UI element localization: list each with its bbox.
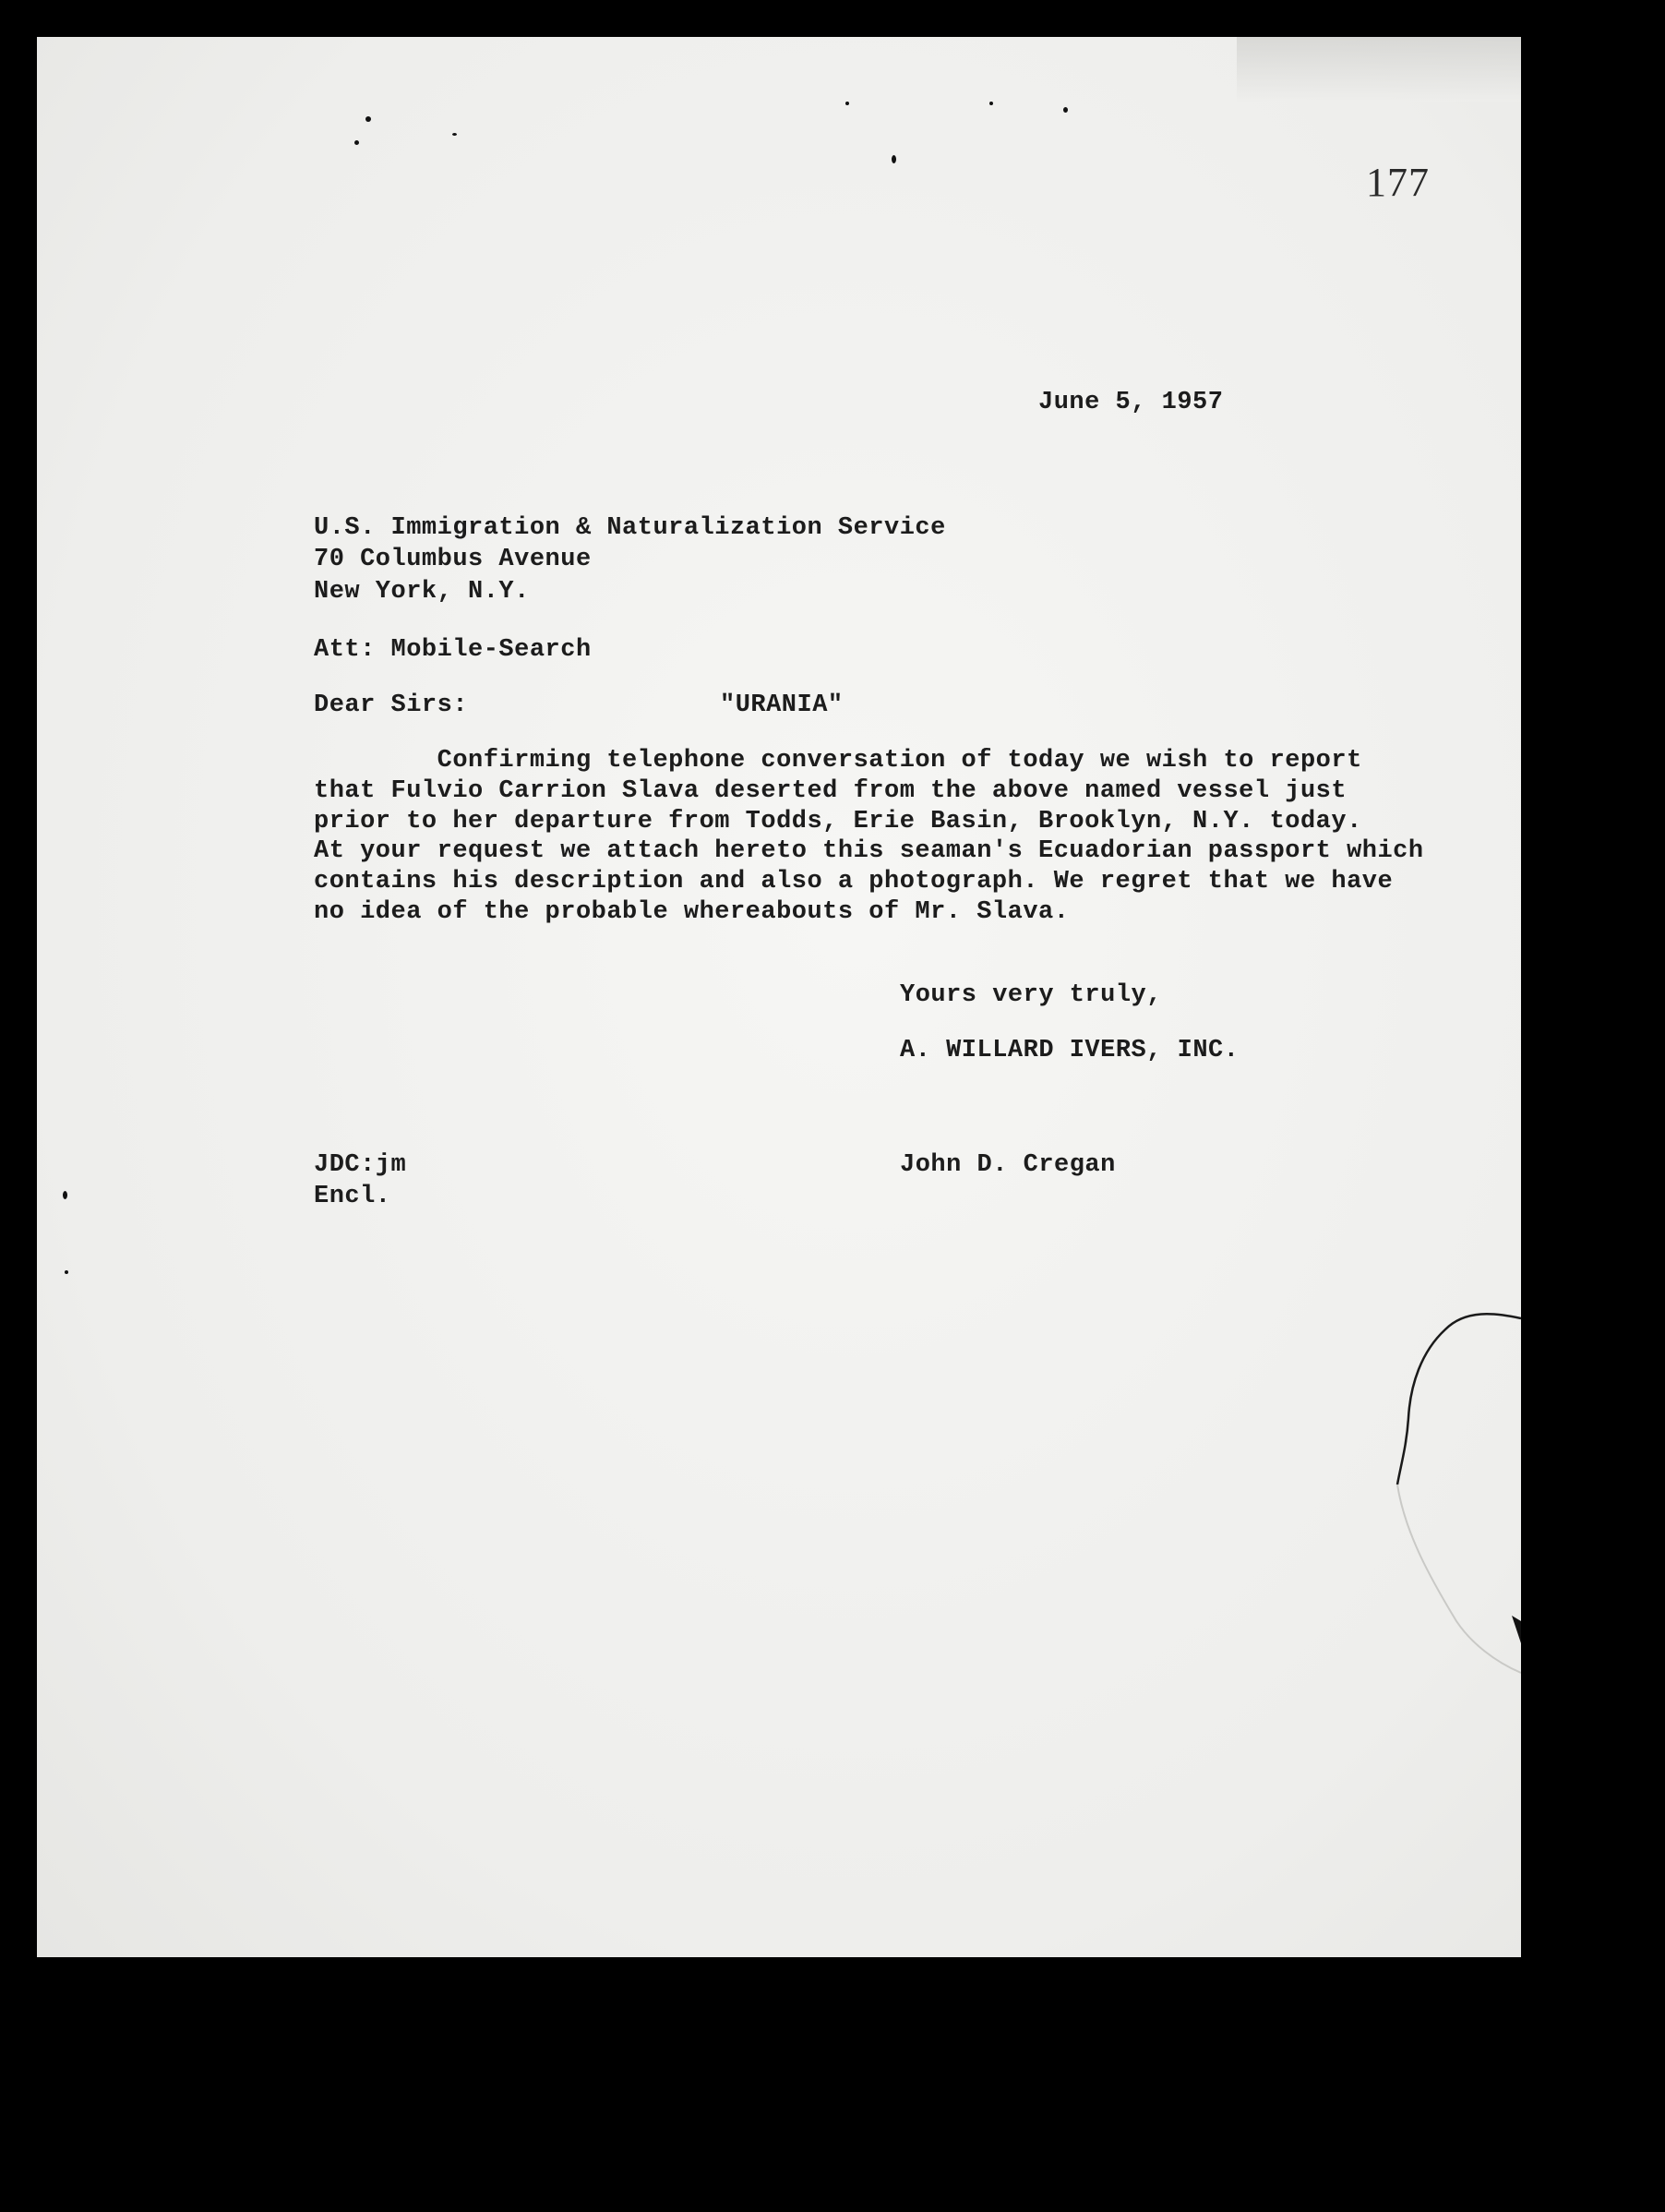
scan-speck (365, 116, 371, 122)
company-name: A. WILLARD IVERS, INC. (900, 1037, 1240, 1064)
enclosure-note: Encl. (314, 1183, 391, 1210)
address-line-1: U.S. Immigration & Naturalization Service (314, 514, 946, 542)
letter-page (37, 37, 1521, 1957)
scan-speck (845, 102, 849, 105)
body-line: no idea of the probable whereabouts of Mr. Slava. (314, 898, 1070, 926)
signer-name: John D. Cregan (900, 1151, 1116, 1179)
scan-speck (65, 1270, 68, 1274)
body-line: At your request we attach hereto this seaman's Ecuadorian passport which (314, 837, 1424, 865)
scan-speck (354, 140, 359, 145)
reference-initials: JDC:jm (314, 1151, 407, 1179)
body-line: that Fulvio Carrion Slava deserted from the above named vessel just (314, 777, 1348, 805)
salutation: Dear Sirs: (314, 691, 469, 719)
address-line-2: 70 Columbus Avenue (314, 546, 592, 573)
body-line: Confirming telephone conversation of today we wish to report (314, 747, 1362, 775)
address-line-3: New York, N.Y. (314, 578, 530, 606)
subject-vessel: "URANIA" (720, 691, 844, 719)
attention-line: Att: Mobile-Search (314, 636, 592, 664)
scan-speck (1063, 107, 1068, 113)
scan-speck (63, 1191, 67, 1199)
body-line: prior to her departure from Todds, Erie Basin, Brooklyn, N.Y. today. (314, 808, 1362, 836)
scan-shadow (1237, 37, 1521, 102)
complimentary-close: Yours very truly, (900, 981, 1162, 1009)
paper-tear-mark (1357, 1256, 1521, 1680)
scan-speck (452, 133, 457, 136)
page-number: 177 (1366, 160, 1430, 205)
scan-speck (989, 102, 993, 105)
body-line: contains his description and also a photograph. We regret that we have (314, 868, 1394, 896)
scan-speck (892, 155, 896, 163)
letter-date: June 5, 1957 (1038, 389, 1224, 416)
